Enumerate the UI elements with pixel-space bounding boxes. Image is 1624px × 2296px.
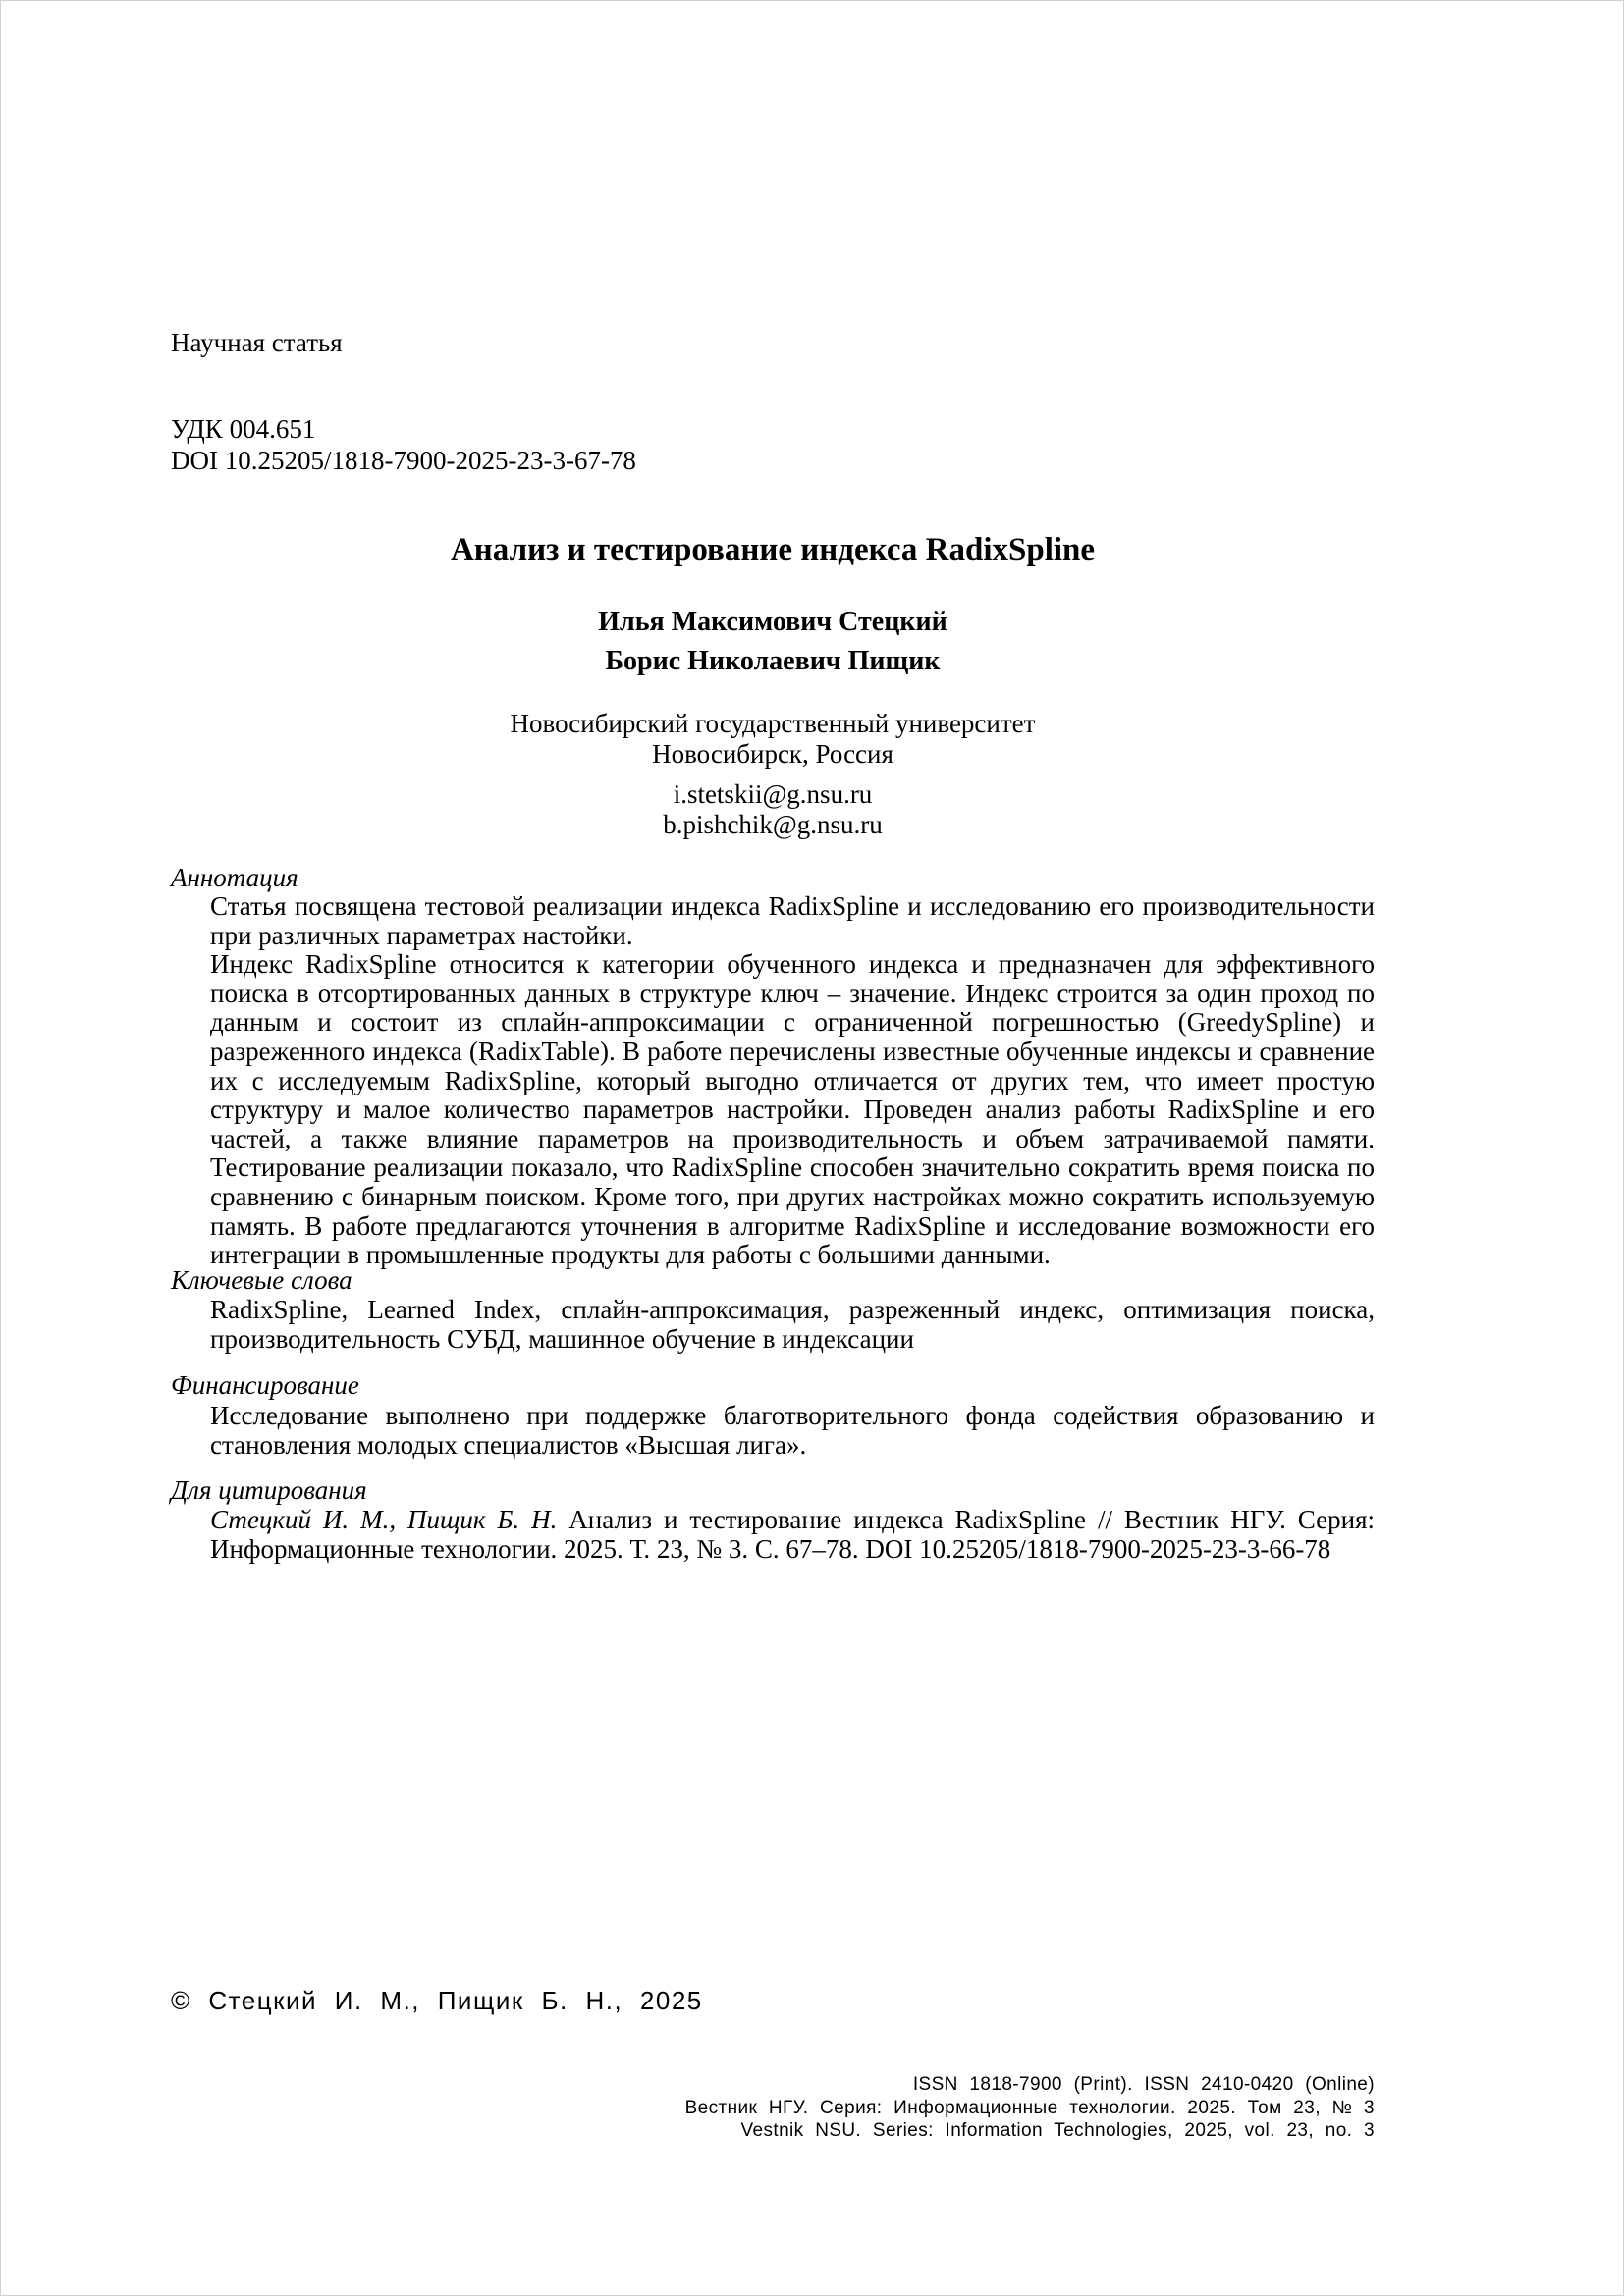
footer-line-issn: ISSN 1818-7900 (Print). ISSN 2410-0420 (Online)	[912, 2074, 1375, 2095]
page-footer	[171, 2073, 1375, 2143]
citation-body: Анализ и тестирование индекса RadixSpline // Вестник НГУ. Серия: Информационные технологии. 2025. Т. 23, № 3. С. 67–78. DOI 10.25205/1818-7900-2025-23-3-66-78	[210, 1505, 1375, 1564]
email-address: i.stetskii@g.nsu.ru	[673, 779, 873, 809]
authors-block	[171, 603, 1375, 681]
affiliation-line: Новосибирский государственный университет	[510, 709, 1036, 738]
affiliation-line: Новосибирск, Россия	[652, 739, 893, 769]
copyright-line: © Стецкий И. М., Пищик Б. Н., 2025	[171, 1986, 703, 2015]
abstract-label: Аннотация	[171, 863, 298, 892]
footer-line-ru: Вестник НГУ. Серия: Информационные технологии. 2025. Том 23, № 3	[684, 2097, 1375, 2118]
emails-block	[171, 779, 1375, 840]
article-type-label: Научная статья	[171, 328, 343, 357]
author-name: Илья Максимович Стецкий	[598, 607, 947, 637]
affiliation-block	[171, 709, 1375, 770]
keywords-label: Ключевые слова	[171, 1265, 352, 1295]
citation-text	[210, 1505, 1375, 1564]
abstract-paragraph: Статья посвящена тестовой реализации индекса RadixSpline и исследованию его производительности при различных параметрах настойки.	[210, 891, 1375, 950]
keywords-text: RadixSpline, Learned Index, сплайн-аппроксимация, разреженный индекс, оптимизация поиска, производительность СУБД, машинное обучение в индексации	[210, 1295, 1375, 1354]
footer-line-en: Vestnik NSU. Series: Information Technologies, 2025, vol. 23, no. 3	[740, 2120, 1375, 2141]
citation-label: Для цитирования	[171, 1475, 367, 1505]
funding-text: Исследование выполнено при поддержке благотворительного фонда содействия образованию и становления молодых специалистов «Высшая лига».	[210, 1401, 1375, 1460]
udk-label: УДК 004.651	[171, 414, 316, 444]
paper-title: Анализ и тестирование индекса RadixSpline	[450, 532, 1096, 567]
doi-label: DOI 10.25205/1818-7900-2025-23-3-67-78	[171, 446, 636, 475]
abstract-paragraph: Индекс RadixSpline относится к категории обученного индекса и предназначен для эффективного поиска в отсортированных данных в структуре ключ – значение. Индекс строится за один проход по данным и состоит из сплайн-аппроксимации с ограниченной погрешностью (GreedySpline) и разреженного индекса (RadixTable). В работе перечислены известные обученные индексы и сравнение их с исследуемым RadixSpline, который выгодно отличается от других тем, что имеет простую структуру и малое количество параметров настройки. Проведен анализ работы RadixSpline и его частей, а также влияние параметров на производительность и объем затрачиваемой памяти. Тестирование реализации показало, что RadixSpline способен значительно сократить время поиска по сравнению с бинарным поиском. Кроме того, при других настройках можно сократить используемую память. В работе предлагаются уточнения в алгоритме RadixSpline и исследование возможности его интеграции в промышленные продукты для работы с большими данными.	[210, 949, 1375, 1270]
author-name: Борис Николаевич Пищик	[605, 646, 941, 676]
abstract-text	[210, 892, 1375, 1270]
email-address: b.pishchik@g.nsu.ru	[663, 810, 883, 839]
citation-authors: Стецкий И. М., Пищик Б. Н.	[210, 1505, 558, 1534]
funding-label: Финансирование	[171, 1370, 359, 1400]
